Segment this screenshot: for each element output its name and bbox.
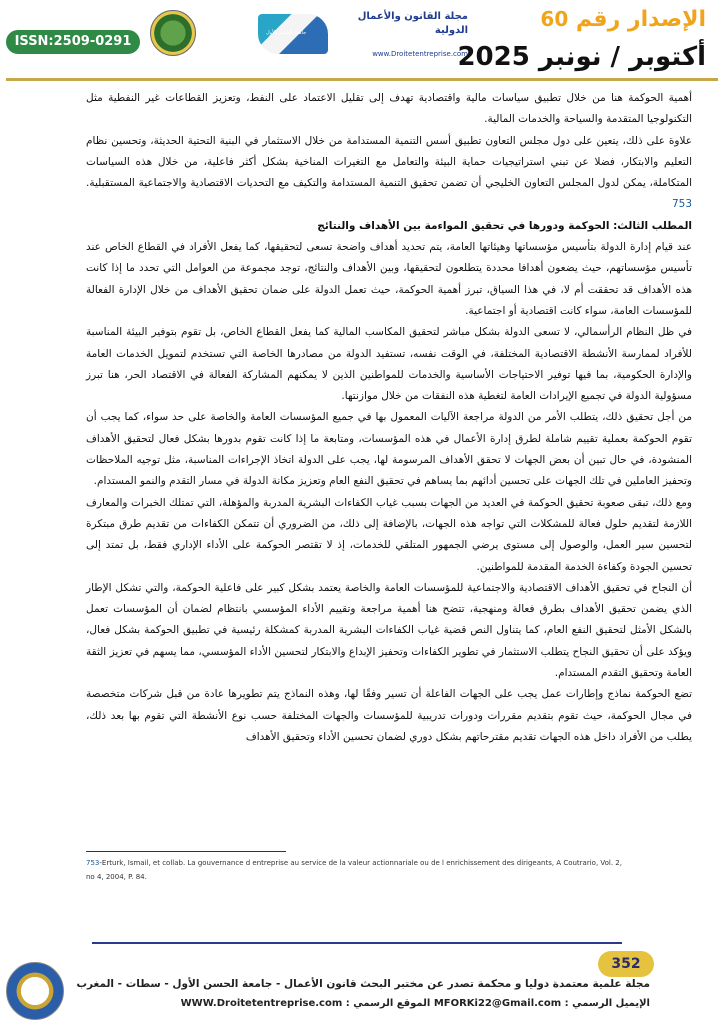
site-label: الموقع الرسمي :	[345, 998, 431, 1009]
lab-seal-icon	[150, 10, 196, 56]
footnote-reference[interactable]: 753	[671, 198, 692, 211]
site-link[interactable]: WWW.Droitetentreprise.com	[180, 998, 343, 1009]
page-footer	[0, 936, 724, 1024]
issue-label	[456, 4, 706, 35]
footnote-number: 753	[86, 859, 100, 867]
issue-date: أكتوبر / نونبر 2025	[457, 42, 706, 72]
journal-name: مجلة القانون والأعمال الدولية	[357, 11, 468, 36]
journal-description: مجلة علمية معتمدة دوليا و محكمة تصدر عن مختبر البحث قانون الأعمال - جامعة الحسن الأول - سطات - المغرب	[76, 978, 650, 990]
footer-divider	[92, 942, 622, 944]
paragraph-2	[86, 131, 692, 216]
lab-seal-caption	[198, 12, 254, 56]
paragraph-2-text: علاوة على ذلك، يتعين على دول مجلس التعاون تطبيق أسس التنمية المستدامة من خلال الاستثمار في البنية التحتية الحديثة، وتحسين نظام التعليم والابتكار، فضلا عن تبني استراتيجيات حماية البيئة والتعامل مع التغيرات المناخية بشكل أكثر فاعلية، من خلال هذه السياسات المتكاملة، يمكن لدول المجلس التعاون الخليجي أن تضمن تحقيق التنمية المستدامة والتكيف مع التحديات الاقتصادية والاجتماعية المستقبلية.	[86, 134, 692, 190]
issn-badge: ISSN:2509-0291	[6, 30, 140, 54]
issue-label-text: الإصدار رقم	[575, 7, 706, 32]
paragraph-7: أن النجاح في تحقيق الأهداف الاقتصادية والاجتماعية للمؤسسات العامة والخاصة يعتمد بشكل كبير على فاعلية الحوكمة، والتي تشكل الإطار الذي يضمن تحقيق الأهداف بطرق فعالة ومنهجية، تتضح هنا أهمية مراجعة وتقييم الأداء المؤسسي بانتظام لضمان أن المؤسسات تعمل بالشكل الأمثل لتحقيق النفع العام، كما يتناول النص قضية غياب الكفاءات البشرية المدربة كمشكلة رئيسية في تطبيق الحوكمة بشكل فعال، ويؤكد على أن تحقيق النجاح يتطلب الاستثمار في تطوير الكفاءات وتحفيز الإبداع والابتكار لتحسين الأداء المؤسسي، مما يسهم في تعزيز الثقة العامة وتحقيق التقدم المستدام.	[86, 581, 692, 680]
paragraph-5: من أجل تحقيق ذلك، يتطلب الأمر من الدولة مراجعة الآليات المعمول بها في جميع المؤسسات العامة والخاصة على حد سواء، كما يجب أن تقوم الحوكمة بعملية تقييم شاملة لطرق إدارة الأعمال في هذه المؤسسات، ومتابعة ما إذا كانت تقوم بدورها بشكل فعال لتحقيق الأهداف المنشودة، في حال تبين أن بعض الجهات لا تحقق الأهداف المرسومة لها، يجب على الدولة اتخاذ الإجراءات المناسبة، مثل توجيه الملاحظات وتحفيز العاملين في تلك الجهات على تحسين أدائهم بما يساهم في تحقيق النفع العام وتعزيز مكانة الدولة في مسار التقدم والنمو المستدام.	[86, 411, 692, 488]
header-divider	[6, 78, 718, 81]
section-heading: المطلب الثالث: الحوكمة ودورها في تحقيق المواءمة بين الأهداف والنتائج	[317, 219, 692, 232]
paragraph-6: ومع ذلك، تبقى صعوبة تحقيق الحوكمة في العديد من الجهات بسبب غياب الكفاءات البشرية المدربة والمؤهلة، التي تمتلك الخبرات والمعارف اللازمة لتقديم حلول فعالة للمشكلات التي تواجه هذه الجهات، بالإضافة إلى ذلك، من الضروري أن تتمكن الكفاءات من تقديم طرق مبتكرة لتحسين سير العمل، والوصول إلى مستوى يرضي الجمهور المتلقي للخدمات، إذ لا تقتصر الحوكمة على الأداء الإداري فقط، بل تمتد إلى تحسين الجودة وكفاءة الخدمة المقدمة للمواطنين.	[86, 496, 692, 573]
email-label: الإيميل الرسمي :	[564, 998, 650, 1009]
university-label: جامعة الحسن الأول	[266, 30, 307, 36]
issue-info	[456, 4, 706, 75]
email-link[interactable]: MFORKi22@Gmail.com	[433, 998, 562, 1009]
footnote	[86, 856, 626, 884]
footnote-text: -Erturk, Ismail, et collab. La gouvernance d entreprise au service de la valeur actionnariale ou de l enrichissement des dirigeants, A Coutrario, Vol. 2, no 4, 2004, P. 84.	[86, 859, 622, 881]
paragraph-8: تضع الحوكمة نماذج وإطارات عمل يجب على الجهات الفاعلة أن تسير وفقًا لها، وهذه النماذج يتم تطويرها عادة من قبل شركات متخصصة في مجال الحوكمة، حيث تقوم بتقديم مقررات ودورات تدريبية للمؤسسات والجهات المختلفة حسب نوع الأنشطة التي تقوم بها بعد ذلك، يطلب من الأفراد داخل هذه الجهات تقديم مقترحاتهم بشكل دوري لضمان تحسين الأداء وتحقيق الأهداف	[86, 688, 692, 743]
paragraph-4: في ظل النظام الرأسمالي، لا تسعى الدولة بشكل مباشر لتحقيق المكاسب المالية كما يفعل القطاع الخاص، بل تقوم بتوفير البيئة المناسبة للأفراد لممارسة الأنشطة الاقتصادية المختلفة، في الوقت نفسه، تستفيد الدولة من مصادرها الخاصة التي تستخدم لتمويل الخدمات العامة والإدارة الحكومية، بما فيها توفير الاحتياجات الأساسية والخدمات للمواطنين الذين لا يمكنهم المشاركة الفعالة في الاقتصاد الحر، هنا تبرز مسؤولية الدولة في تجميع الإيرادات العامة لتغطية هذه النفقات من خلال موازنتها.	[86, 326, 692, 403]
issue-number: 60	[540, 7, 569, 31]
paragraph-3: عند قيام إدارة الدولة بتأسيس مؤسساتها وهيئاتها العامة، يتم تحديد أهداف واضحة تسعى لتحقيقها، كما يفعل الأفراد في القطاع الخاص عند تأسيس مؤسساتهم، حيث يضعون أهدافا محددة يتطلعون لتحقيقها، وبين الأهداف والنتائج، توجد مجموعة من العوامل التي تحدد ما إذا كانت هذه الأهداف قد تحققت أم لا، في هذا السياق، تبرز أهمية الحوكمة، حيث تعمل الدولة على ضمان تحقيق الأهداف من خلال الإدارة الفعالة للمؤسسات العامة، سواء كانت اقتصادية أو اجتماعية.	[86, 241, 692, 317]
journal-seal-icon	[6, 962, 64, 1020]
header-website: www.Droitetentreprise.com	[372, 50, 468, 58]
article-body	[86, 88, 692, 748]
page-number: 352	[598, 951, 654, 977]
page-header	[0, 0, 724, 88]
header-logos	[150, 6, 470, 72]
paragraph-1: أهمية الحوكمة هنا من خلال تطبيق سياسات مالية واقتصادية تهدف إلى تقليل الاعتماد على النفط، وتعزيز القطاعات غير النفطية مثل التكنولوجيا المتقدمة والسياحة والخدمات المالية.	[86, 92, 692, 126]
journal-logo	[258, 6, 468, 68]
footer-contact	[96, 998, 650, 1009]
footnote-divider	[86, 851, 286, 852]
